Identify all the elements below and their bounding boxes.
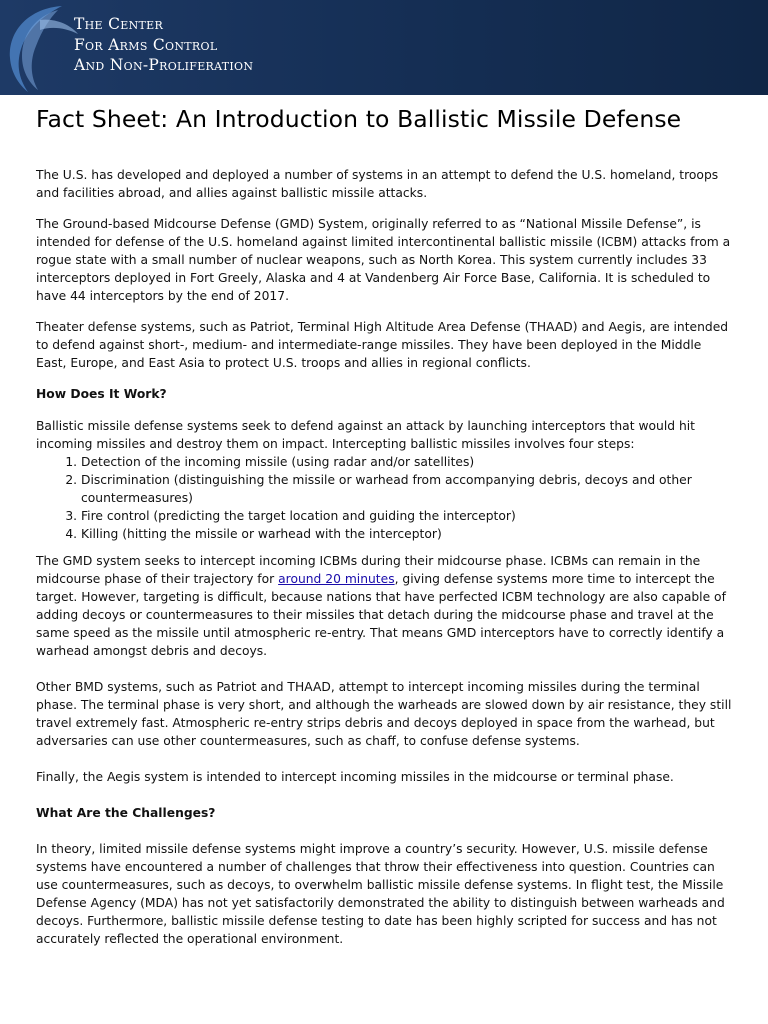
section-heading-challenges: What Are the Challenges?	[36, 806, 216, 820]
gmd-text-end: , giving defense systems more time to intercept the target. However, targeting is difficult, because nations that have perfected ICBM technology are also capable of adding decoys or countermeasures to their missiles that detach during the midcourse phase and travel at the same speed as the missile until atmospheric re-entry. That means GMD interceptors have to correctly identify a warhead amongst debris and decoys.	[36, 572, 726, 658]
intro-paragraph-2: The Ground-based Midcourse Defense (GMD) System, originally referred to as “National Missile Defense”, is intended for defense of the U.S. homeland against limited intercontinental ballistic missile (ICBM) attacks from a rogue state with a small number of nuclear weapons, such as North Korea. This system currently includes 33 interceptors deployed in Fort Greely, Alaska and 4 at Vandenberg Air Force Base, California. It is scheduled to have 44 interceptors by the end of 2017.	[36, 217, 731, 303]
document-body	[36, 104, 732, 948]
list-item: 3. Fire control (predicting the target location and guiding the interceptor)	[81, 507, 732, 525]
intro-paragraph-3: Theater defense systems, such as Patriot, Terminal High Altitude Area Defense (THAAD) and Aegis, are intended to defend against short-, medium- and intermediate-range missiles. They have been deployed in the Middle East, Europe, and East Asia to protect U.S. troops and allies in regional conflicts.	[36, 320, 729, 370]
list-item: 4. Killing (hitting the missile or warhead with the interceptor)	[81, 525, 732, 543]
intro-paragraph-1: The U.S. has developed and deployed a number of systems in an attempt to defend the U.S. homeland, troops and facilities abroad, and allies against ballistic missile attacks.	[36, 168, 719, 200]
how-paragraph-1: Ballistic missile defense systems seek to defend against an attack by launching interceptors that would hit incoming missiles and destroy them on impact. Intercepting ballistic missiles involves four steps:	[36, 419, 695, 451]
org-name-line-1: The Center	[74, 15, 164, 33]
list-item: 1. Detection of the incoming missile (using radar and/or satellites)	[81, 453, 732, 471]
challenges-paragraph: In theory, limited missile defense systems might improve a country’s security. However, U.S. missile defense systems have encountered a number of challenges that throw their effectiveness into question. Countries can use countermeasures, such as decoys, to overwhelm ballistic missile defense systems. In flight test, the Missile Defense Agency (MDA) has not yet satisfactorily demonstrated the ability to distinguish between warheads and decoys. Furthermore, ballistic missile defense testing to date has been highly scripted for success and has not accurately reflected the operational environment.	[36, 842, 725, 946]
org-name-line-2: For Arms Control	[74, 35, 218, 54]
logo-swoosh-icon	[0, 0, 80, 95]
aegis-paragraph: Finally, the Aegis system is intended to intercept incoming missiles in the midcourse or terminal phase.	[36, 770, 674, 784]
steps-list	[36, 453, 732, 543]
page-title: Fact Sheet: An Introduction to Ballistic Missile Defense	[36, 105, 682, 133]
gmd-paragraph	[36, 552, 732, 660]
gmd-text-start: The GMD system seeks to intercept incoming ICBMs during their midcourse phase. ICBMs can remain in the midcourse phase of their trajectory for	[36, 554, 701, 586]
section-heading-how: How Does It Work?	[36, 387, 167, 401]
list-item: 2. Discrimination (distinguishing the missile or warhead from accompanying debris, decoys and other countermeasures)	[81, 471, 732, 507]
org-name	[74, 14, 253, 76]
other-bmd-paragraph: Other BMD systems, such as Patriot and THAAD, attempt to intercept incoming missiles during the terminal phase. The terminal phase is very short, and although the warheads are slowed down by air resistance, they still travel extremely fast. Atmospheric re-entry strips debris and decoys deployed in space from the warhead, but adversaries can use other countermeasures, such as chaff, to confuse defense systems.	[36, 680, 732, 748]
around-20-minutes-link[interactable]: around 20 minutes	[278, 572, 395, 586]
org-name-line-3: And Non-Proliferation	[74, 56, 254, 74]
header-banner	[0, 0, 768, 95]
